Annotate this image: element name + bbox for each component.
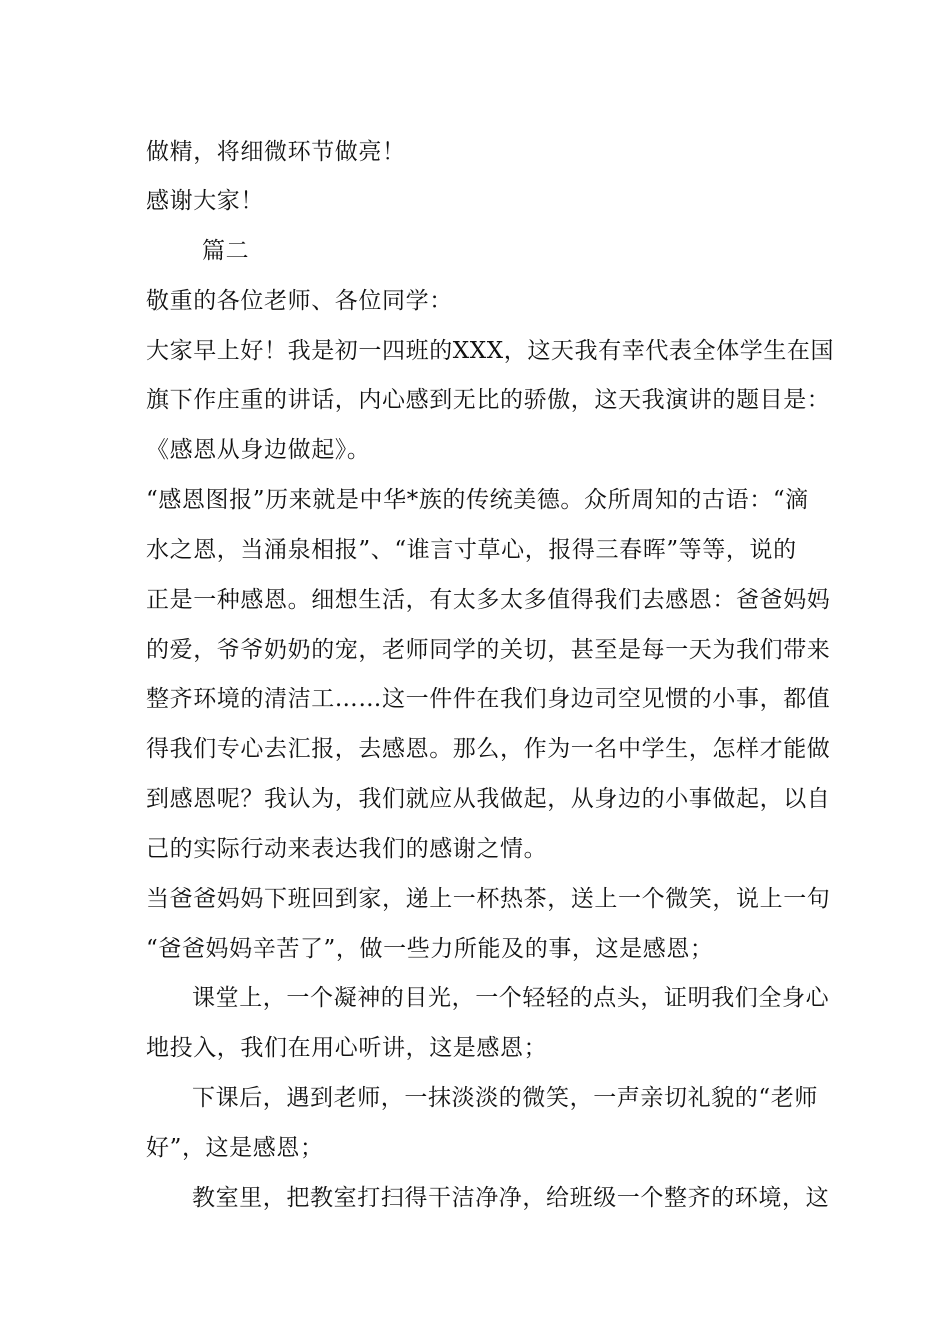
text-line: 旗下作庄重的讲话，内心感到无比的骄傲，这天我演讲的题目是：: [146, 387, 831, 413]
text-line: “感恩图报”历来就是中华*族的传统美德。众所周知的古语：“滴: [146, 487, 809, 513]
text-line: 水之恩，当涌泉相报”、“谁言寸草心，报得三春晖”等等，说的: [146, 537, 797, 563]
text-line: 好”，这是感恩；: [146, 1135, 324, 1161]
text-line: 己的实际行动来表达我们的感谢之情。: [146, 836, 548, 862]
text-line: 的爱，爷爷奶奶的宠，老师同学的关切，甚至是每一天为我们带来: [146, 637, 831, 663]
text-line: 课堂上，一个凝神的目光，一个轻轻的点头，证明我们全身心: [192, 985, 830, 1011]
text-line: 做精，将细微环节做亮！: [146, 139, 406, 165]
text-line: “爸爸妈妈辛苦了”，做一些力所能及的事，这是感恩；: [146, 936, 714, 962]
text-line: 得我们专心去汇报，去感恩。那么，作为一名中学生，怎样才能做: [146, 736, 831, 762]
closing-line: 感谢大家！: [146, 188, 264, 214]
text-line: 整齐环境的清洁工……这一件件在我们身边司空见惯的小事，都值: [146, 686, 831, 712]
text-line: 教室里，把教室打扫得干洁净净，给班级一个整齐的环境，这: [192, 1185, 830, 1211]
text-line: 到感恩呢？我认为，我们就应从我做起，从身边的小事做起，以自: [146, 786, 831, 812]
salutation: 敬重的各位老师、各位同学：: [146, 288, 453, 314]
text-line: 正是一种感恩。细想生活，有太多太多值得我们去感恩：爸爸妈妈: [146, 587, 831, 613]
section-heading: 篇二: [202, 238, 250, 264]
text-line: 大家早上好！我是初一四班的XXX，这天我有幸代表全体学生在国: [146, 338, 835, 364]
text-line: 地投入，我们在用心听讲，这是感恩；: [146, 1035, 548, 1061]
speech-title: 《感恩从身边做起》。: [146, 437, 371, 463]
text-line: 当爸爸妈妈下班回到家，递上一杯热茶，送上一个微笑，说上一句: [146, 886, 831, 912]
text-line: 下课后，遇到老师，一抹淡淡的微笑，一声亲切礼貌的“老师: [192, 1085, 818, 1111]
